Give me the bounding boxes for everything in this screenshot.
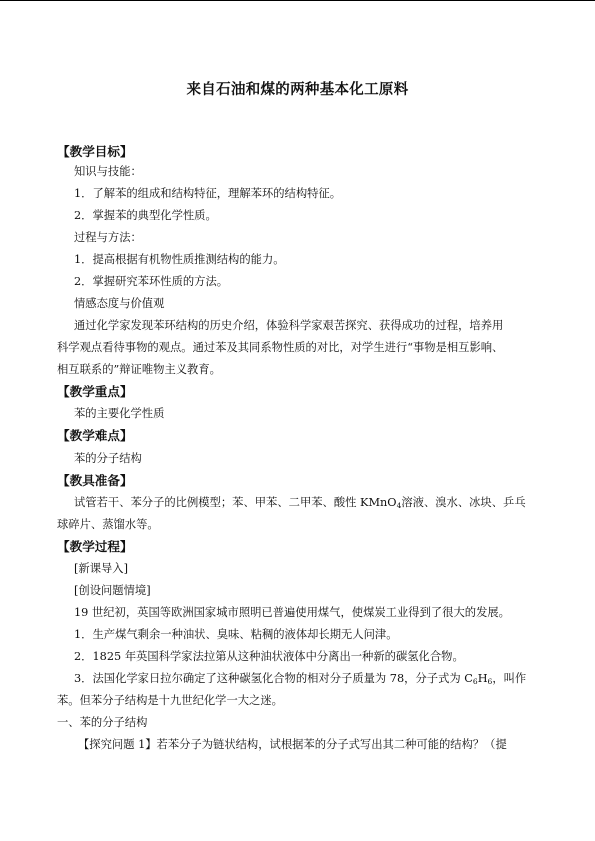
scenario-text-4: 3．法国化学家日拉尔确定了这种碳氢化合物的相对分子质量为 78，分子式为 $C_6H_6$，叫作 <box>74 672 527 686</box>
key-points-text: 苯的主要化学性质 <box>74 407 165 420</box>
heading-tools: 【教具准备】 <box>57 473 133 488</box>
heading-goals: 【教学目标】 <box>57 144 133 159</box>
problem-scenario: [创设问题情境] <box>74 584 151 597</box>
scenario-text-3: 2．1825 年英国科学家法拉第从这种油状液体中分离出一种新的碳氢化合物。 <box>74 650 464 663</box>
goal-knowledge-2: 2．掌握苯的典型化学性质。 <box>74 209 217 222</box>
difficulty-text: 苯的分子结构 <box>74 452 142 465</box>
emotion-text-3: 相互联系的”辩证唯物主义教育。 <box>57 363 221 376</box>
tools-text-2: 球碎片、蒸馏水等。 <box>57 518 159 531</box>
heading-difficulty: 【教学难点】 <box>57 428 133 443</box>
tools-text-1: 试管若干、苯分子的比例模型；苯、甲苯、二甲苯、酸性 KMnO$_4$溶液、溴水、冰块、乒乓 <box>74 496 526 510</box>
emotion-text-2: 科学观点看待事物的观点。通过苯及其同系物性质的对比，对学生进行“事物是相互影响、 <box>57 341 504 354</box>
page-title: 来自石油和煤的两种基本化工原料 <box>186 82 409 98</box>
emotion-label: 情感态度与价值观 <box>74 297 165 310</box>
emotion-text-1: 通过化学家发现苯环结构的历史介绍，体验科学家艰苦探究、获得成功的过程，培养用 <box>74 319 504 332</box>
part-benzene-structure: 一、苯的分子结构 <box>57 716 148 729</box>
heading-key-points: 【教学重点】 <box>57 384 133 399</box>
goal-knowledge-1: 1．了解苯的组成和结构特征，理解苯环的结构特征。 <box>74 187 342 200</box>
scenario-text-2: 1．生产煤气剩余一种油状、臭味、粘稠的液体却长期无人问津。 <box>74 628 398 641</box>
inquiry-question-1: 【探究问题 1】若苯分子为链状结构，试根据苯的分子式写出其二种可能的结构？（提 <box>78 738 507 751</box>
scenario-text-1: 19 世纪初，英国等欧洲国家城市照明已普遍使用煤气，使煤炭工业得到了很大的发展。 <box>74 606 510 619</box>
new-lesson-intro: [新课导入] <box>74 562 129 575</box>
goal-process-1: 1．提高根据有机物性质推测结构的能力。 <box>74 253 285 266</box>
process-method-label: 过程与方法： <box>74 231 142 244</box>
knowledge-label: 知识与技能： <box>74 165 142 178</box>
heading-teaching-process: 【教学过程】 <box>57 539 133 554</box>
top-rule <box>0 0 595 1</box>
goal-process-2: 2．掌握研究苯环性质的方法。 <box>74 275 229 288</box>
scenario-text-5: 苯。但苯分子结构是十九世纪化学一大之迷。 <box>57 694 283 707</box>
